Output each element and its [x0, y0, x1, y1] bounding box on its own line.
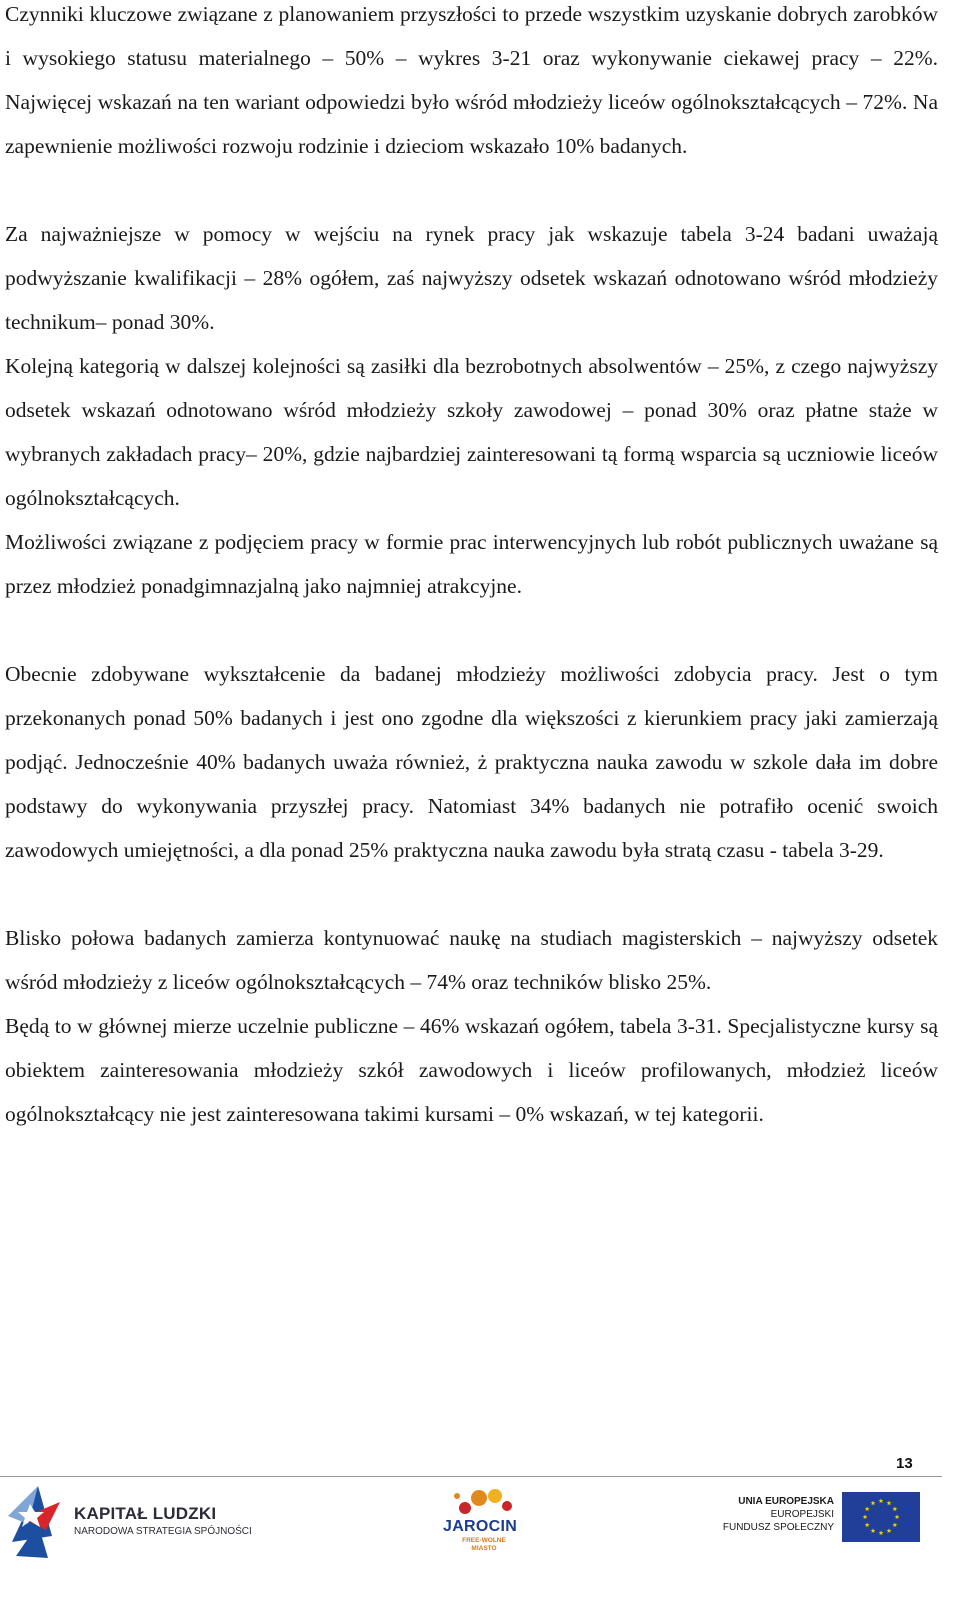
- eu-flag-icon: [842, 1492, 920, 1542]
- footer-divider: [0, 1476, 942, 1477]
- paragraph-public-universities: Będą to w głównej mierze uczelnie publiczne – 46% wskazań ogółem, tabela 3-31. Specjalistyczne kursy są obiektem zainteresowania młodzieży szkół zawodowych i liceów profilowanych, młodzież liceów ogólnokształcący nie jest zainteresowana takimi kursami – 0% wskazań, w tej kategorii.: [5, 1014, 938, 1126]
- eu-label-union: UNIA EUROPEJSKA: [738, 1496, 834, 1507]
- paragraph-current-education: Obecnie zdobywane wykształcenie da badanej młodzieży możliwości zdobycia pracy. Jest o tym przekonanych ponad 50% badanych i jest ono zgodne dla większości z kierunkiem pracy jaki zamierzają podjąć. Jednocześnie 40% badanych uważa również, ż praktyczna nauka zawodu w szkole dała im dobre podstawy do wykonywania przyszłej pracy. Natomiast 34% badanych nie potrafiło ocenić swoich zawodowych umiejętności, a dla ponad 25% praktyczna nauka zawodu była stratą czasu - tabela 3-29.: [5, 662, 938, 862]
- document-body: [5, 0, 938, 1136]
- jarocin-dots-icon: [425, 1484, 543, 1520]
- jarocin-name: JAROCIN: [443, 1518, 518, 1535]
- kapital-ludzki-subtitle: NARODOWA STRATEGIA SPÓJNOŚCI: [74, 1526, 252, 1537]
- jarocin-logo: [425, 1484, 543, 1564]
- kapital-ludzki-star-icon: [8, 1484, 68, 1560]
- paragraph-gap: [5, 872, 938, 916]
- paragraph-key-factors: Czynniki kluczowe związane z planowaniem przyszłości to przede wszystkim uzyskanie dobrych zarobków i wysokiego statusu materialnego – 50% – wykres 3-21 oraz wykonywanie ciekawej pracy – 22%. Najwięcej wskazań na ten wariant odpowiedzi było wśród młodzieży liceów ogólnokształcących – 72%. Na zapewnienie możliwości rozwoju rodzinie i dzieciom wskazało 10% badanych.: [5, 2, 938, 158]
- paragraph-master-studies: Blisko połowa badanych zamierza kontynuować naukę na studiach magisterskich – najwyższy odsetek wśród młodzieży z liceów ogólnokształcących – 74% oraz techników blisko 25%.: [5, 926, 938, 994]
- paragraph-unemployment-benefits: Kolejną kategorią w dalszej kolejności są zasiłki dla bezrobotnych absolwentów – 25%, z czego najwyższy odsetek wskazań odnotowano wśród młodzieży szkoły zawodowej – ponad 30% oraz płatne staże w wybranych zakładach pracy– 20%, gdzie najbardziej zainteresowani tą formą wsparcia są uczniowie liceów ogólnokształcących.: [5, 354, 938, 510]
- jarocin-tagline: FREE-WOLNE MIASTO: [462, 1537, 506, 1552]
- kapital-ludzki-logo: [8, 1484, 252, 1560]
- paragraph-intervention-work: Możliwości związane z podjęciem pracy w formie prac interwencyjnych lub robót publicznych uważane są przez młodzież ponadgimnazjalną jako najmniej atrakcyjne.: [5, 530, 938, 598]
- paragraph-gap: [5, 168, 938, 212]
- kapital-ludzki-title: KAPITAŁ LUDZKI: [74, 1504, 217, 1523]
- paragraph-labour-market-help: Za najważniejsze w pomocy w wejściu na rynek pracy jak wskazuje tabela 3-24 badani uważają podwyższanie kwalifikacji – 28% ogółem, zaś najwyższy odsetek wskazań odnotowano wśród młodzieży technikum– ponad 30%.: [5, 222, 938, 334]
- eu-logo: [722, 1492, 920, 1542]
- eu-label-social-fund: FUNDUSZ SPOŁECZNY: [722, 1522, 834, 1533]
- eu-label-european: EUROPEJSKI: [770, 1509, 834, 1520]
- paragraph-gap: [5, 608, 938, 652]
- page-number: 13: [896, 1455, 913, 1472]
